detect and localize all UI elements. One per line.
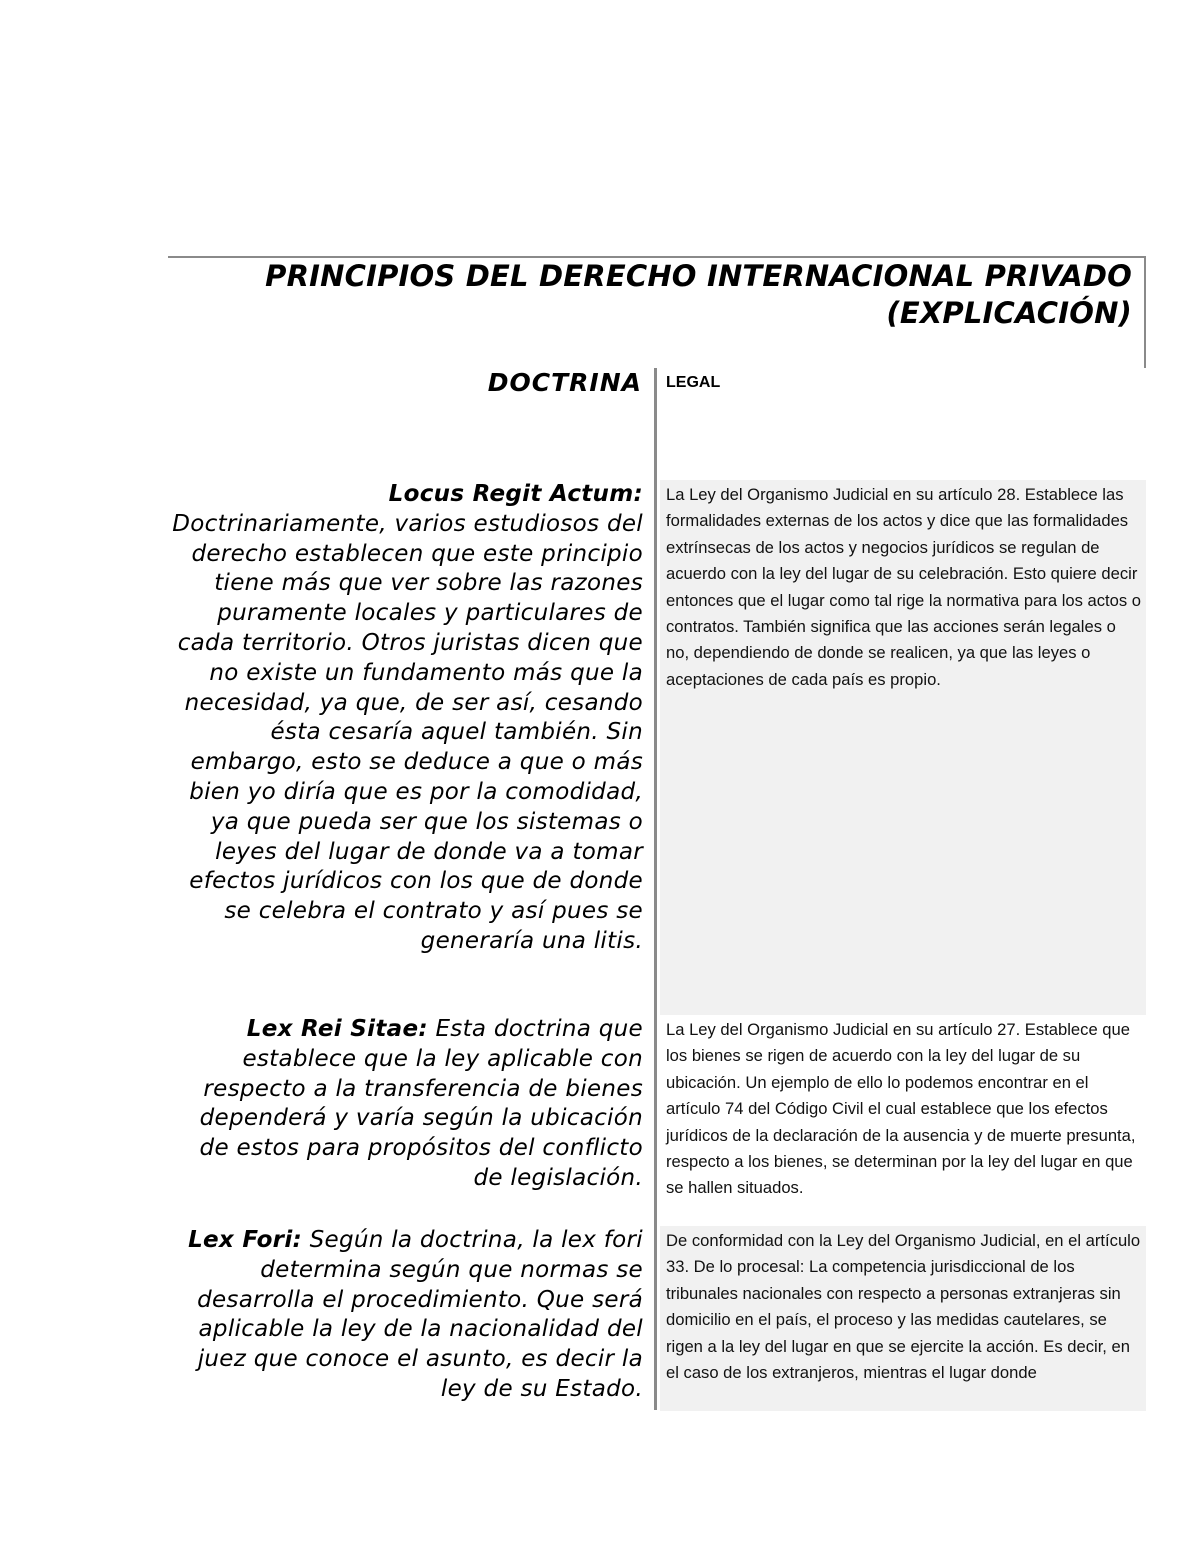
legal-lex-rei-sitae — [660, 1015, 1146, 1225]
doctrina-text-lex-fori: Según la doctrina, la lex fori determina según que normas se desarrolla el procedimiento. Que será aplicable la ley de la nacionalidad del juez que conoce el asunto, es decir la ley de su Estado. — [197, 1227, 643, 1402]
column-header-legal: LEGAL — [666, 374, 721, 391]
term-lex-fori: Lex Fori: — [188, 1227, 303, 1253]
term-locus-regit-actum: Locus Regit Actum: — [388, 481, 643, 507]
document-title — [170, 258, 1132, 332]
column-header-doctrina: DOCTRINA — [487, 368, 642, 397]
doctrina-text-locus-regit-actum: Doctrinariamente, varios estudiosos del derecho establecen que este principio tiene más que ver sobre las razones puramente locales y particulares de cada territorio. Otros juristas dicen que no existe un fundamento más que la necesidad, ya que, de ser así, cesando ésta cesaría aquel también. Sin embargo, esto se deduce a que o más bien yo diría que es por la comodidad, ya que pueda ser que los sistemas o leyes del lugar de donde va a tomar efectos jurídicos con los que de donde se celebra el contrato y así pues se generaría una litis. — [172, 510, 643, 954]
legal-lex-fori — [660, 1226, 1146, 1411]
legal-text-lex-fori: De conformidad con la Ley del Organismo Judicial, en el artículo 33. De lo procesal: La competencia jurisdiccional de los tribunales nacionales con respecto a personas extranjeras sin domicilio en el país, el proceso y las medidas cautelares, se rigen a la ley del lugar en que se ejercite la acción. Es decir, en el caso de los extranjeros, mientras el lugar donde — [666, 1231, 1141, 1383]
doctrina-lex-fori — [170, 1226, 643, 1405]
legal-text-locus-regit-actum: La Ley del Organismo Judicial en su artículo 28. Establece las formalidades externas de los actos y dice que las formalidades extrínsecas de los actos y negocios jurídicos se regulan de acuerdo con la ley del lugar de su celebración. Esto quiere decir entonces que el lugar como tal rige la normativa para los actos o contratos. También significa que las acciones serán legales o no, dependiendo de donde se realicen, ya que las leyes o aceptaciones de cada país es propio. — [666, 485, 1142, 689]
title-line-1: PRINCIPIOS DEL DERECHO INTERNACIONAL PRIVADO — [265, 259, 1132, 293]
table-right-border — [1144, 256, 1146, 368]
legal-text-lex-rei-sitae: La Ley del Organismo Judicial en su artículo 27. Establece que los bienes se rigen de acuerdo con la ley del lugar de su ubicación. Un ejemplo de ello lo podemos encontrar en el artículo 74 del Código Civil el cual establece que los efectos jurídicos de la declaración de la ausencia y de muerte presunta, respecto a los bienes, se determinan por la ley del lugar en que se hallen situados. — [666, 1020, 1136, 1198]
term-lex-rei-sitae: Lex Rei Sitae: — [246, 1016, 428, 1042]
title-line-2: (EXPLICACIÓN) — [886, 296, 1132, 330]
legal-locus-regit-actum — [660, 480, 1146, 1015]
doctrina-lex-rei-sitae — [170, 1015, 643, 1194]
doctrina-locus-regit-actum — [170, 480, 643, 957]
doctrina-text-lex-rei-sitae: Esta doctrina que establece que la ley aplicable con respecto a la transferencia de bienes dependerá y varía según la ubicación de estos para propósitos del conflicto de legislación. — [199, 1016, 643, 1191]
column-divider — [654, 368, 657, 1410]
